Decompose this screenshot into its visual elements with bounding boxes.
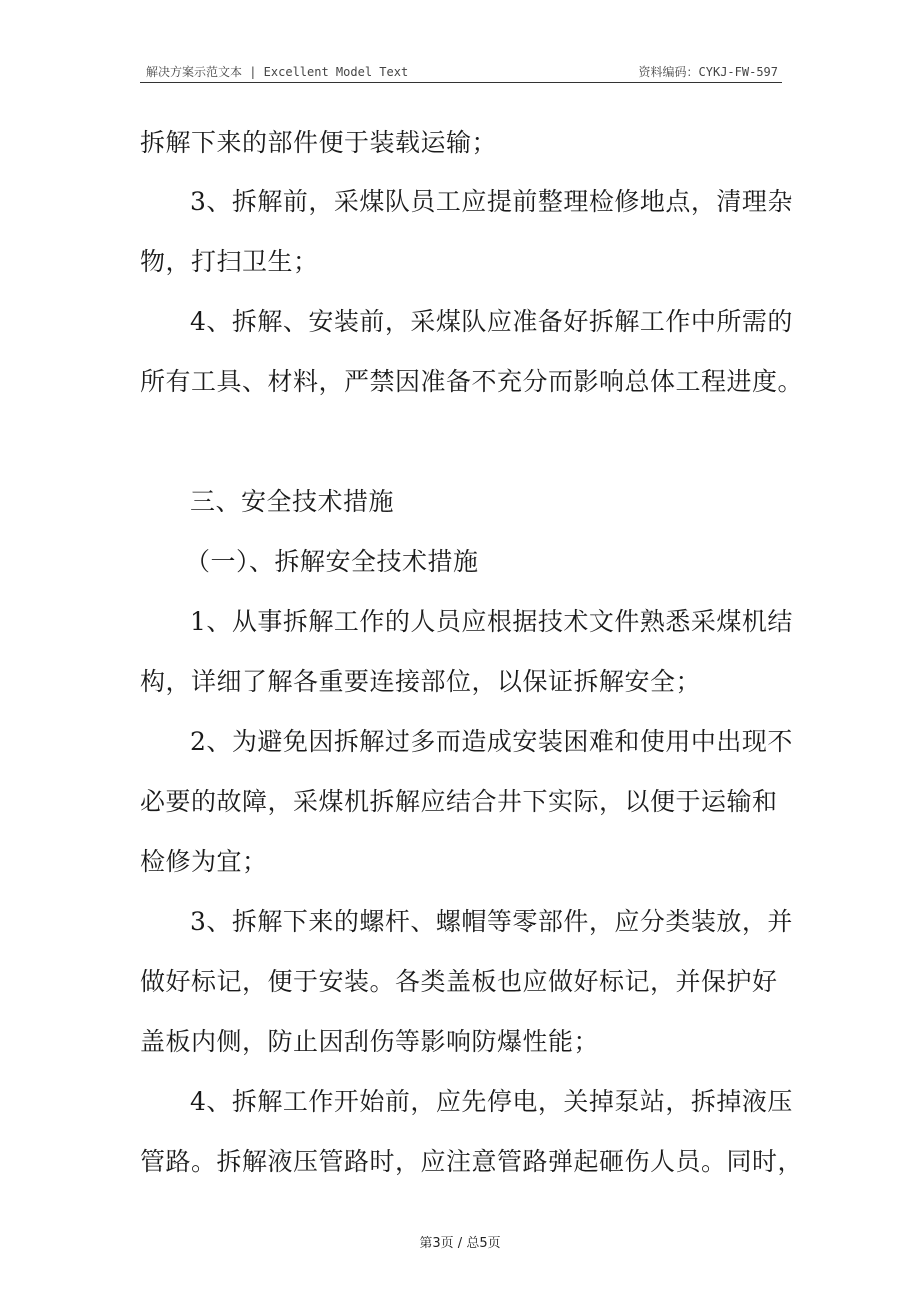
page-number: 第3页 / 总5页: [419, 1236, 501, 1251]
text-line: 4、拆解工作开始前，应先停电，关掉泵站，拆掉液压: [190, 1087, 793, 1116]
text-line: 盖板内侧，防止因刮伤等影响防爆性能；: [140, 1027, 600, 1056]
subsection-heading: （一）、拆解安全技术措施: [185, 547, 479, 576]
text-line: 4、拆解、安装前，采煤队应准备好拆解工作中所需的: [190, 307, 793, 336]
page-header: [140, 62, 782, 83]
text-line: 3、拆解前，采煤队员工应提前整理检修地点，清理杂: [190, 187, 793, 216]
text-line: 做好标记，便于安装。各类盖板也应做好标记，并保护好: [140, 967, 778, 996]
text-line: 所有工具、材料，严禁因准备不充分而影响总体工程进度。: [140, 367, 804, 396]
header-document-code: 资料编码：CYKJ-FW-597: [638, 65, 778, 79]
text-line: 必要的故障，采煤机拆解应结合井下实际，以便于运输和: [140, 787, 778, 816]
text-line: 管路。拆解液压管路时，应注意管路弹起砸伤人员。同时，: [140, 1147, 804, 1176]
header-left-text: 解决方案示范文本 | Excellent Model Text: [146, 65, 409, 79]
text-line: 3、拆解下来的螺杆、螺帽等零部件，应分类装放，并: [190, 907, 793, 936]
text-line: 1、从事拆解工作的人员应根据技术文件熟悉采煤机结: [190, 607, 793, 636]
text-line: 物，打扫卫生；: [140, 247, 319, 276]
text-line: 检修为宜；: [140, 847, 268, 876]
section-heading: 三、安全技术措施: [190, 487, 395, 516]
text-line: 构，详细了解各重要连接部位，以保证拆解安全；: [140, 667, 702, 696]
text-line: 2、为避免因拆解过多而造成安装困难和使用中出现不: [190, 727, 793, 756]
text-line: 拆解下来的部件便于装载运输；: [140, 128, 498, 157]
